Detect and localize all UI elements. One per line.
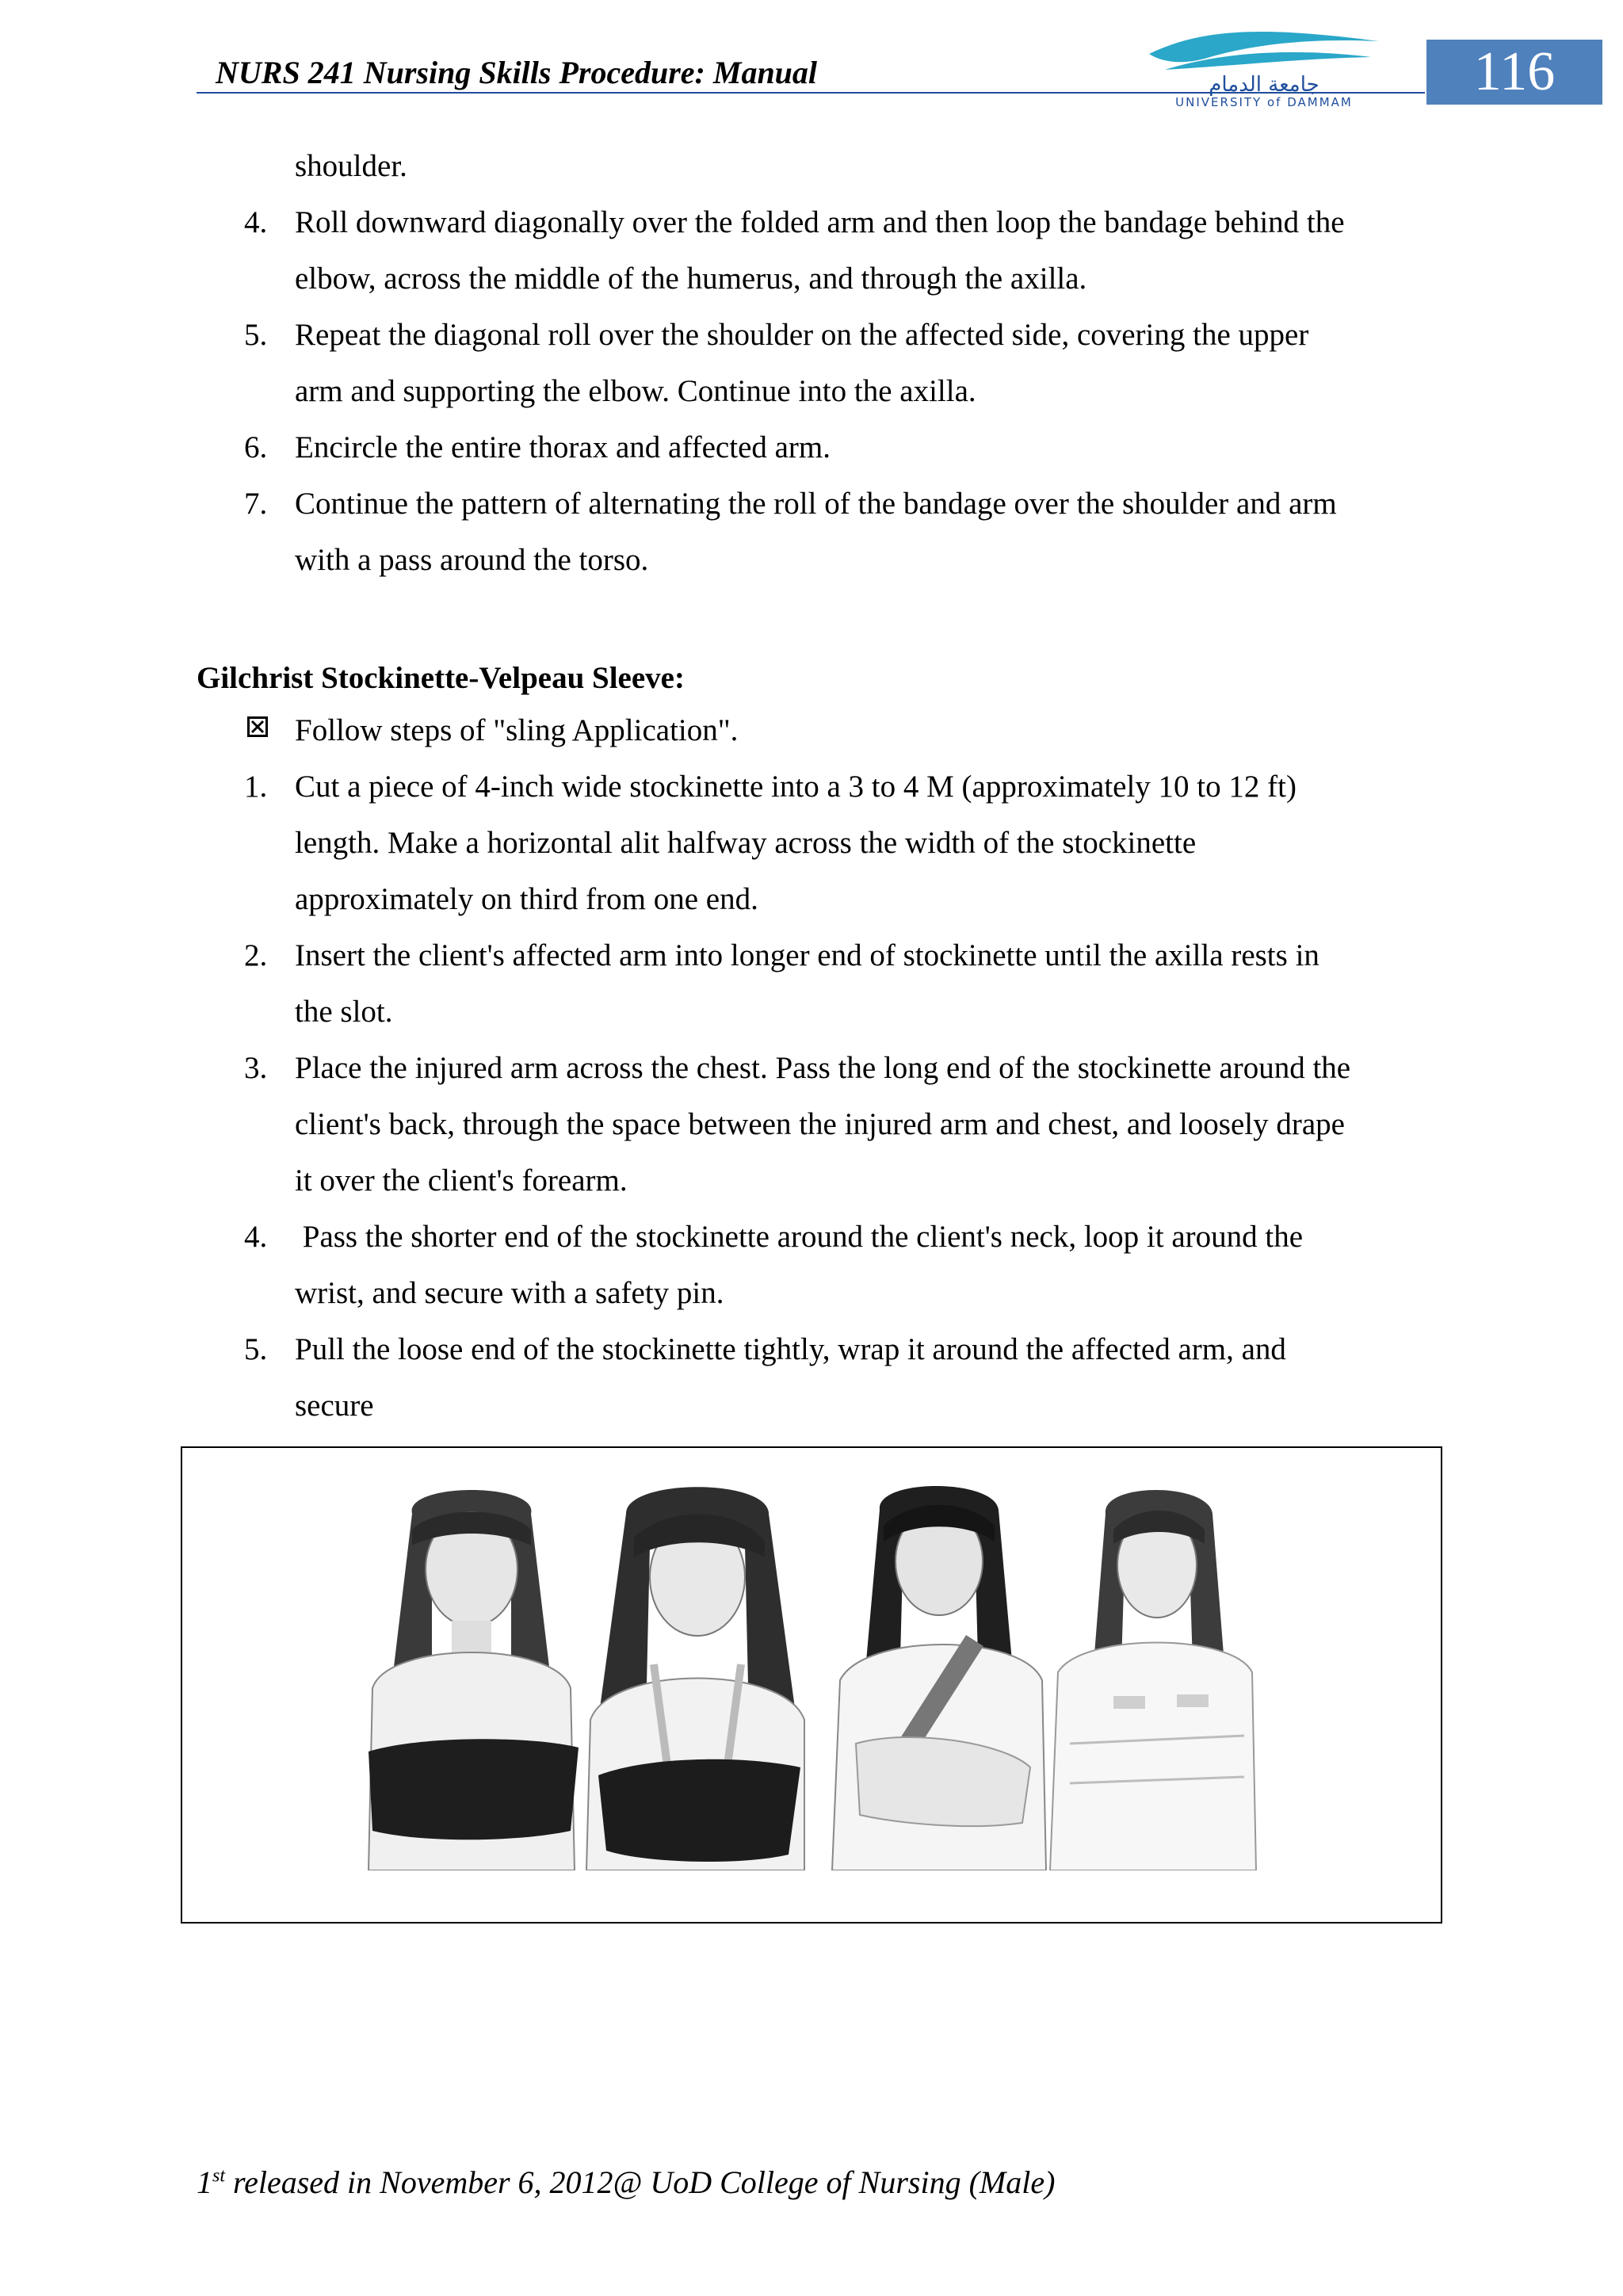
step-text: with a pass around the torso.	[295, 543, 649, 577]
step-text: wrist, and secure with a safety pin.	[295, 1276, 724, 1310]
step-number: 1.	[244, 770, 268, 804]
step-text: arm and supporting the elbow. Continue into the axilla.	[295, 374, 976, 408]
step-text: Pull the loose end of the stockinette tightly, wrap it around the affected arm, and	[295, 1332, 1286, 1366]
step-text: the slot.	[295, 995, 393, 1029]
step-text: client's back, through the space between the injured arm and chest, and loosely drape	[295, 1107, 1345, 1141]
step-text: Cut a piece of 4-inch wide stockinette into a 3 to 4 M (approximately 10 to 12 ft)	[295, 770, 1296, 804]
photo-sling-diagonal	[824, 1482, 1054, 1870]
step-number: 2.	[244, 938, 268, 972]
step-number: 4.	[244, 205, 268, 239]
photo-sling-strap	[579, 1482, 808, 1870]
footer-text: released in November 6, 2012@ UoD College of Nursing (Male)	[225, 2164, 1056, 2200]
checked-box-icon	[247, 716, 268, 737]
footer-ordinal-suffix: st	[212, 2165, 226, 2187]
step3-tail: shoulder.	[295, 149, 407, 183]
university-logo	[1133, 24, 1395, 111]
step-text: Roll downward diagonally over the folded arm and then loop the bandage behind the	[295, 205, 1345, 239]
header-title: NURS 241 Nursing Skills Procedure: Manual	[216, 55, 818, 90]
step-number: 6.	[244, 430, 268, 464]
check-item-text: Follow steps of "sling Application".	[295, 713, 739, 747]
step-number: 5.	[244, 1332, 268, 1366]
step-text: Insert the client's affected arm into longer end of stockinette until the axilla rests in	[295, 938, 1319, 972]
step-text: it over the client's forearm.	[295, 1163, 628, 1198]
step-number: 5.	[244, 318, 268, 352]
step-text: Continue the pattern of alternating the roll of the bandage over the shoulder and arm	[295, 487, 1337, 521]
step-text: Repeat the diagonal roll over the shoulder on the affected side, covering the upper	[295, 318, 1309, 352]
logo-arabic-text: جامعة الدمام	[1209, 73, 1319, 97]
step-text: elbow, across the middle of the humerus, and through the axilla.	[295, 262, 1087, 296]
step-number: 4.	[244, 1220, 268, 1254]
photo-stockinette-wrap	[1038, 1482, 1268, 1870]
step-number: 3.	[244, 1051, 268, 1085]
step-text: Place the injured arm across the chest. Pass the long end of the stockinette around the	[295, 1051, 1351, 1085]
page-number: 116	[1426, 40, 1602, 105]
step-text: Pass the shorter end of the stockinette around the client's neck, loop it around the	[295, 1220, 1304, 1254]
footer-ordinal: 1	[197, 2164, 212, 2200]
step-text: secure	[295, 1389, 374, 1423]
photo-sling-front	[357, 1482, 586, 1870]
footer-release-note	[197, 2164, 1055, 2201]
step-text: Encircle the entire thorax and affected arm.	[295, 430, 831, 464]
section-title: Gilchrist Stockinette-Velpeau Sleeve:	[197, 661, 685, 695]
step-number: 7.	[244, 487, 268, 521]
step-text: approximately on third from one end.	[295, 882, 758, 916]
step-text: length. Make a horizontal alit halfway across the width of the stockinette	[295, 826, 1197, 860]
logo-latin-text: UNIVERSITY of DAMMAM	[1175, 95, 1353, 109]
